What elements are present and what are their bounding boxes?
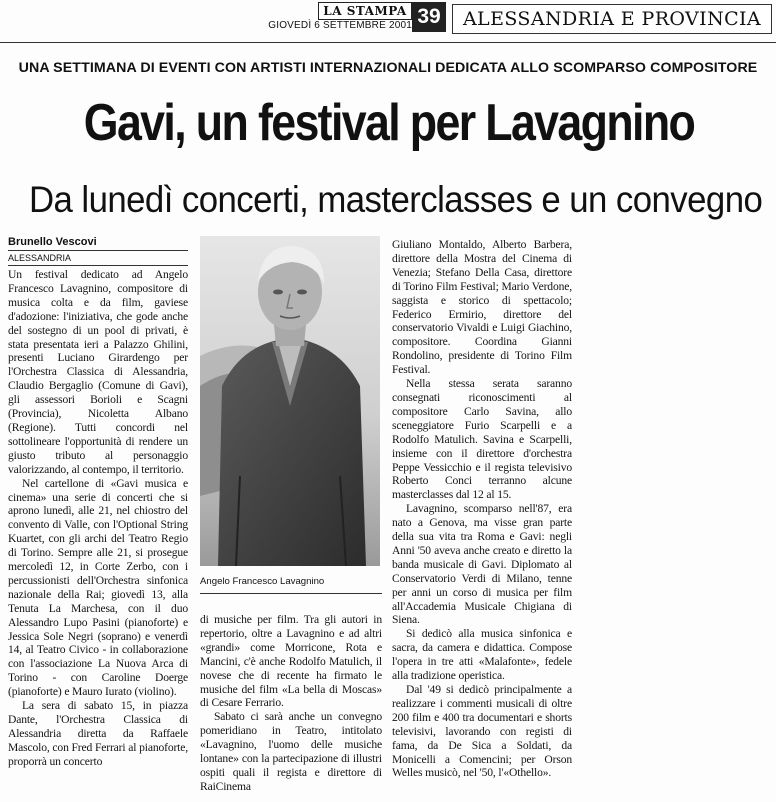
paragraph: Un festival dedicato ad Angelo Francesco Lavagnino, compositore di musica colta e da film, gaviese d'adozione: l'iniziativa, che gode anche del sostegno di un pool di privati, è stata presentata ieri a Palazzo Ghilini, presenti Luciano Girardengo per l'Orchestra Classica di Alessandria, Claudio Bergaglio (Comune di Gavi), gli assessori Borioli e Scagni (Provincia), Nicoletta Albano (Regione). Tutti concordi nel sottolineare l'opportunità di rendere un giusto tributo al personaggio valorizzando, al contempo, il territorio. [8, 268, 188, 476]
newspaper-logo: LA STAMPA [318, 2, 412, 20]
paragraph: La sera di sabato 15, in piazza Dante, l'Orchestra Classica di Alessandria diretta da Raffaele Mascolo, con Fred Ferrari al pianoforte, proporrà un concerto [8, 699, 188, 768]
paragraph: Si dedicò alla musica sinfonica e sacra, da camera e didattica. Compose l'opera in tre atti «Malafonte», fedele alla tradizione operistica. [392, 627, 572, 683]
paragraph: Nella stessa serata saranno consegnati riconoscimenti al compositore Carlo Savina, allo sceneggiatore Furio Scarpelli e a Rodolfo Matulich. Savina e Scarpelli, insieme con il direttore d'orchestra Peppe Vessicchio e il regista televisivo Roberto Conci terranno alcune masterclasses dal 12 al 15. [392, 377, 572, 502]
article-subtitle: Da lunedì concerti, masterclasses e un convegno [28, 179, 763, 220]
article-title: Gavi, un festival per Lavagnino [83, 94, 695, 152]
issue-date: GIOVEDÌ 6 SETTEMBRE 2001 [268, 20, 412, 31]
article-column-2 [200, 613, 382, 794]
caption-divider [200, 593, 382, 594]
dateline-divider [8, 265, 188, 266]
portrait-photo [200, 236, 380, 566]
paragraph: Dal '49 si dedicò principalmente a realizzare i commenti musicali di oltre 200 film e 400 tra documentari e shorts televisivi, lavorando con registi di fama, da De Sica a Soldati, da Monicelli a Comencini; per Orson Welles musicò, nel '50, l'«Othello». [392, 683, 572, 780]
paragraph: di musiche per film. Tra gli autori in repertorio, oltre a Lavagnino e ad altri «grandi» come Morricone, Rota e Mancini, c'è anche Rodolfo Matulich, il novese che di recente ha firmato le musiche del film «La bella di Moscas» di Cesare Ferrario. [200, 613, 382, 710]
paragraph: Sabato ci sarà anche un convegno pomeridiano in Teatro, intitolato «Lavagnino, l'uomo delle musiche lontane» con la partecipazione di illustri ospiti quali il regista e direttore di RaiCinema [200, 710, 382, 793]
portrait-illustration [200, 236, 380, 566]
page-number: 39 [412, 2, 446, 32]
article-author: Brunello Vescovi [8, 236, 97, 248]
paragraph: Lavagnino, scomparso nell'87, era nato a Genova, ma visse gran parte della sua vita tra Roma e Gavi: negli Anni '50 aveva anche creato e diretto la banda musicale di Gavi. Diplomato al Conservatorio Verdi di Milano, tenne per anni un corso di musica per film all'Accademia Musicale Chigiana di Siena. [392, 502, 572, 627]
photo-caption: Angelo Francesco Lavagnino [200, 576, 325, 587]
section-title: ALESSANDRIA E PROVINCIA [452, 4, 772, 34]
paragraph: Giuliano Montaldo, Alberto Barbera, direttore della Mostra del Cinema di Venezia; Stefano Della Casa, direttore di Torino Film Festival; Mario Verdone, saggista e storico di spettacolo; Federico Ermirio, direttore del conservatorio Vivaldi e Luigi Giachino, compositore. Coordina Gianni Rondolino, presidente di Torino Film Festival. [392, 238, 572, 377]
article-dateline: ALESSANDRIA [8, 253, 72, 263]
article-column-3 [392, 238, 572, 780]
masthead-divider [0, 42, 776, 43]
article-column-1 [8, 268, 188, 769]
article-kicker: UNA SETTIMANA DI EVENTI CON ARTISTI INTERNAZIONALI DEDICATA ALLO SCOMPARSO COMPOSITORE [18, 60, 758, 76]
byline-divider [8, 250, 188, 251]
paragraph: Nel cartellone di «Gavi musica e cinema» una serie di concerti che si aprono lunedì, alle 21, nel chiostro del convento di Valle, con l'Optional String Kuartet, con gli archi del Teatro Regio di Torino. Sempre alle 21, si prosegue mercoledì 12, in Corte Zerbo, con i percussionisti dell'Orchestra sinfonica nazionale della Rai; giovedì 13, alla Tenuta La Marchesa, con il duo Alessandro Lupo Pasini (pianoforte) e Jessica Sole Negri (soprano) e venerdì 14, al Teatro Civico - in collaborazione con l'associazione La Nuova Arca di Torino - con Caroline Doerge (pianoforte) e Mauro Iurato (violino). [8, 476, 188, 699]
